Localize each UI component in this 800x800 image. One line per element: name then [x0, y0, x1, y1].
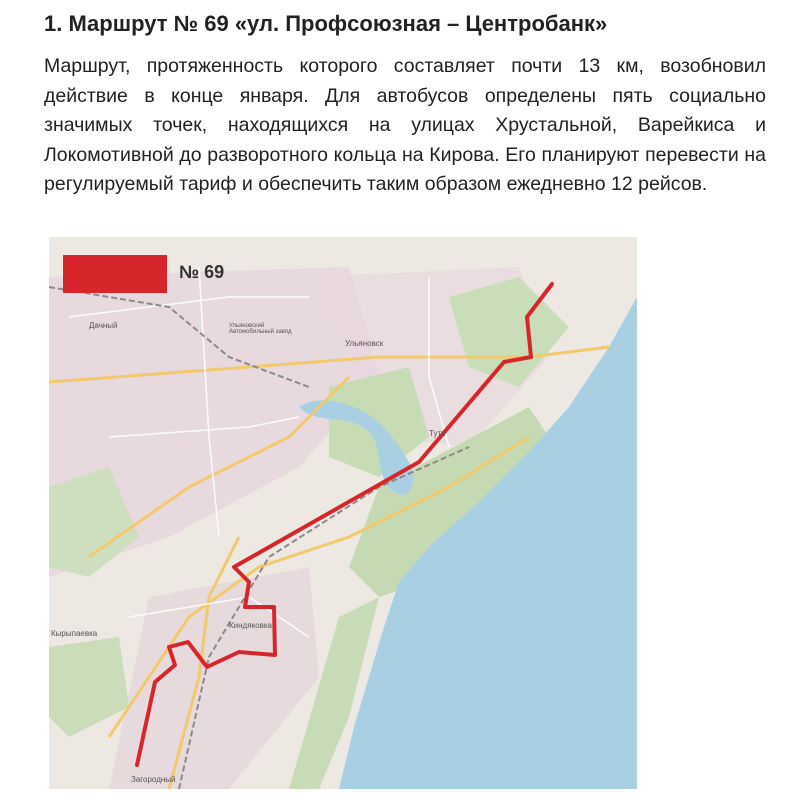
page-heading: 1. Маршрут № 69 «ул. Профсоюзная – Центробанк»	[44, 11, 608, 36]
legend-route-label: № 69	[179, 262, 225, 282]
map-label-kindyakovka: Киндяковка	[229, 621, 272, 630]
map-label-tuti: Тути	[429, 429, 446, 438]
map-label-plant: Ульяновский Автомобильный завод	[229, 323, 292, 335]
map-label-dachny: Дачный	[89, 321, 118, 330]
description-paragraph: Маршрут, протяженность которого составляет почти 13 км, возобновил действие в конце января. Для автобусов определены пять социально значимых точек, находящихся на улицах Хрустальной, Варейкиса и Локомотивной до разворотного кольца на Кирова. Его планируют перевести на регулируемый тариф и обеспечить таким образом ежедневно 12 рейсов.	[44, 55, 766, 195]
map-label-kurlapovka: Кырыпаевка	[51, 629, 98, 638]
route-map	[49, 237, 637, 789]
map-label-ulyanovsk: Ульяновск	[345, 339, 384, 348]
legend-route-swatch	[63, 255, 167, 293]
map-canvas	[49, 237, 637, 789]
map-label-zagorodny: Загородный	[131, 775, 176, 784]
